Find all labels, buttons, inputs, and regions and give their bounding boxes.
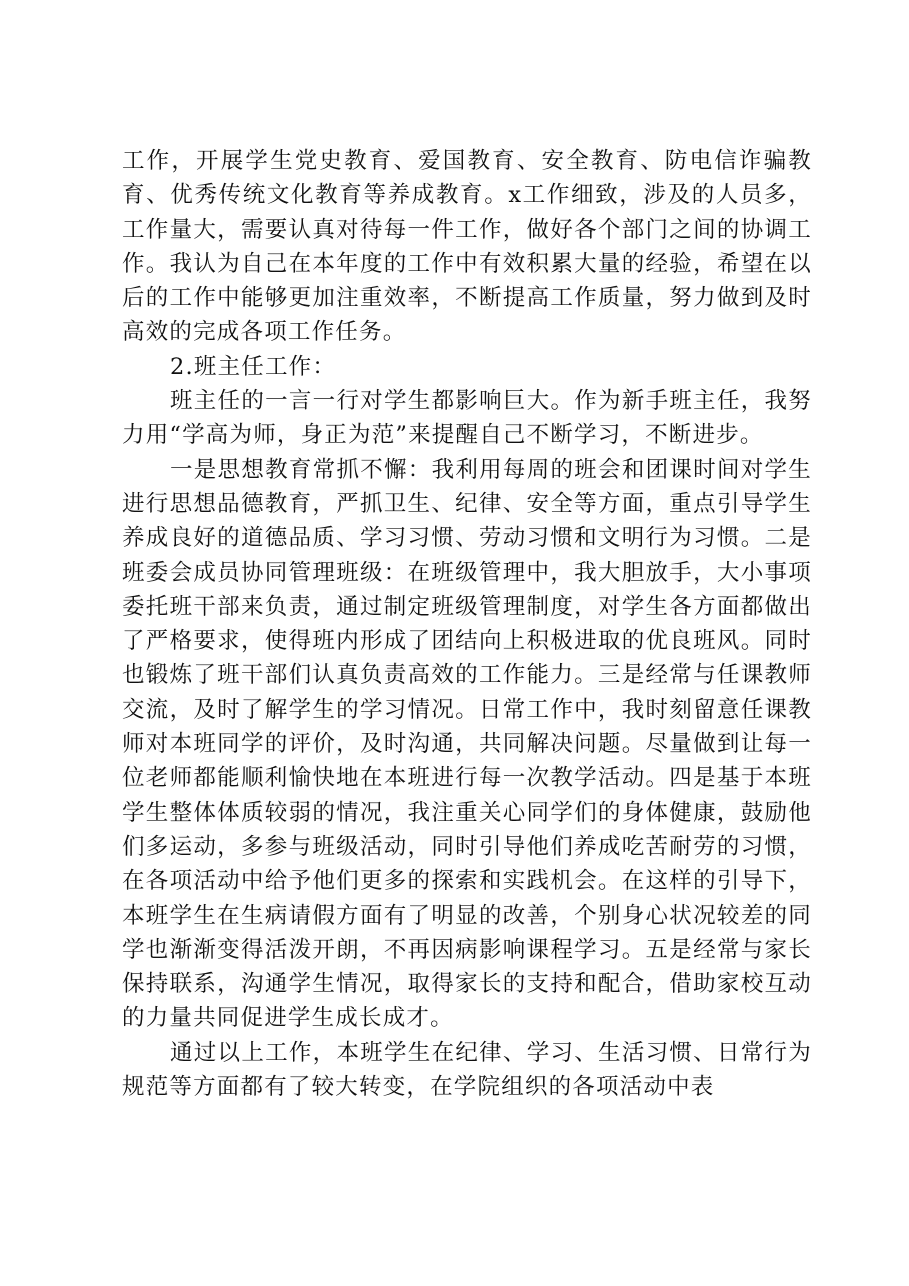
- document-body: [122, 144, 812, 1104]
- paragraph-class-management: 一是思想教育常抓不懈：我利用每周的班会和团课时间对学生进行思想品德教育，严抓卫生、纪律、安全等方面，重点引导学生养成良好的道德品质、学习习惯、劳动习惯和文明行为习惯。二是班委会成员协同管理班级：在班级管理中，我大胆放手，大小事项委托班干部来负责，通过制定班级管理制度，对学生各方面都做出了严格要求，使得班内形成了团结向上积极进取的优良班风。同时也锻炼了班干部们认真负责高效的工作能力。三是经常与任课教师交流，及时了解学生的学习情况。日常工作中，我时刻留意任课教师对本班同学的评价，及时沟通，共同解决问题。尽量做到让每一位老师都能顺利愉快地在本班进行每一次教学活动。四是基于本班学生整体体质较弱的情况，我注重关心同学们的身体健康，鼓励他们多运动，多参与班级活动，同时引导他们养成吃苦耐劳的习惯，在各项活动中给予他们更多的探索和实践机会。在这样的引导下，本班学生在生病请假方面有了明显的改善，个别身心状况较差的同学也渐渐变得活泼开朗，不再因病影响课程学习。五是经常与家长保持联系，沟通学生情况，取得家长的支持和配合，借助家校互动的力量共同促进学生成长成才。: [122, 456, 812, 1032]
- paragraph-work-continuation: 工作，开展学生党史教育、爱国教育、安全教育、防电信诈骗教育、优秀传统文化教育等养成教育。x工作细致，涉及的人员多，工作量大，需要认真对待每一件工作，做好各个部门之间的协调工作。我认为自己在本年度的工作中有效积累大量的经验，希望在以后的工作中能够更加注重效率，不断提高工作质量，努力做到及时高效的完成各项工作任务。: [122, 148, 812, 346]
- section-heading-head-teacher: 2.班主任工作：: [170, 353, 337, 380]
- paragraph-results: 通过以上工作，本班学生在纪律、学习、生活习惯、日常行为规范等方面都有了较大转变，在学院组织的各项活动中表: [122, 1039, 812, 1101]
- paragraph-head-teacher-intro: 班主任的一言一行对学生都影响巨大。作为新手班主任，我努力用“学高为师，身正为范”来提醒自己不断学习，不断进步。: [122, 388, 812, 449]
